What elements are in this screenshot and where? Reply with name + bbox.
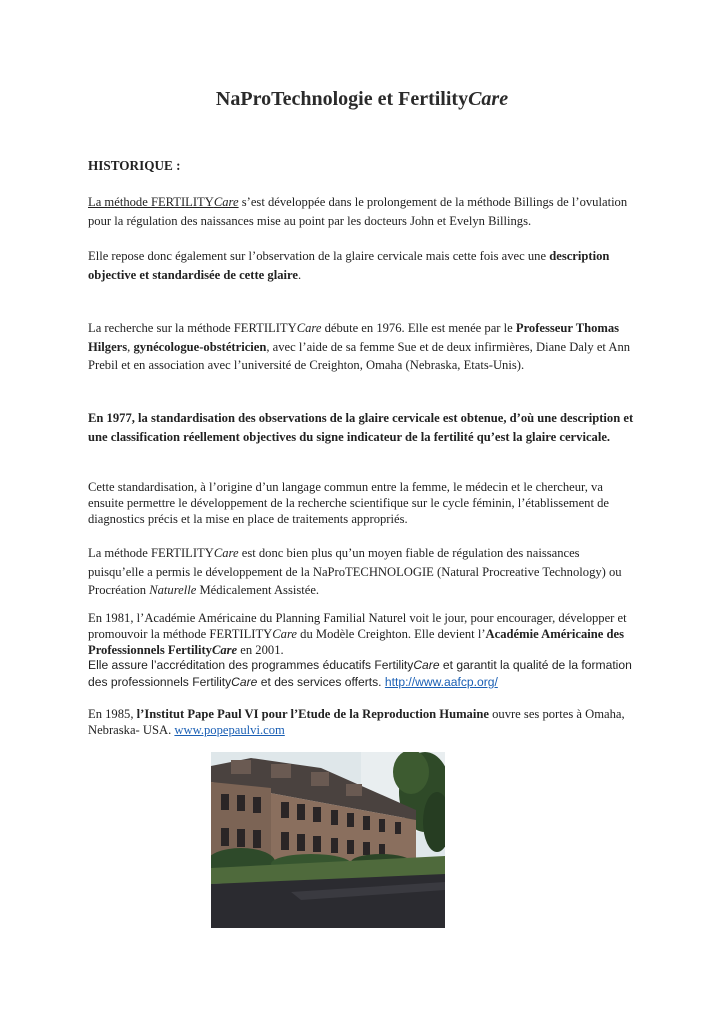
paragraph-1981: En 1981, l’Académie Américaine du Planning Familial Naturel voit le jour, pour encourager, développer et promouvoir la méthode FERTILITYCare du Modèle Creighton. Elle devient l’Académie Américaine des Professionnels FertilityCare en 2001. (88, 611, 627, 657)
section-heading: HISTORIQUE : (88, 158, 181, 173)
title-italic: Care (468, 88, 509, 110)
popepaulvi-link[interactable]: www.popepaulvi.com (174, 723, 285, 737)
title-text: NaProTechnologie et Fertility (215, 88, 469, 110)
paragraph-standardisation: Cette standardisation, à l’origine d’un langage commun entre la femme, le médecin et le chercheur, va ensuite permettre le développement de la recherche scientifique sur le cycle féminin, l’établissement de diagnostics précis et la mise en place de traitements appropriés. (88, 480, 610, 526)
page-title (88, 88, 636, 111)
paragraph-1977: En 1977, la standardisation des observations de la glaire cervicale est obtenue, d’où une description et une classification réellement objectives du signe indicateur de la fertilité qu’est la glaire cervicale. (88, 411, 634, 444)
paragraph-origin: La méthode FERTILITYCare s’est développée dans le prolongement de la méthode Billings de l’ovulation pour la régulation des naissances mise au point par les docteurs John et Evelyn Billings. (88, 195, 628, 228)
paragraph-1985: En 1985, l’Institut Pape Paul VI pour l’Etude de la Reproduction Humaine ouvre ses portes à Omaha, Nebraska- USA. www.popepaulvi.com (88, 707, 625, 737)
paragraph-naprotechnology: La méthode FERTILITYCare est donc bien plus qu’un moyen fiable de régulation des naissances puisqu’elle a permis le développement de la NaProTECHNOLOGIE (Natural Procreative Technology) ou Procréation Naturelle Médicalement Assistée. (88, 546, 622, 597)
paragraph-accreditation: Elle assure l’accréditation des programmes éducatifs FertilityCare et garantit la qualité de la formation des professionnels FertilityCare et des services offerts. http://www.aafcp.org/ (88, 658, 632, 689)
paragraph-observation: Elle repose donc également sur l’observation de la glaire cervicale mais cette fois avec une description objective et standardisée de cette glaire. (88, 249, 610, 282)
paragraph-research: La recherche sur la méthode FERTILITYCare débute en 1976. Elle est menée par le Professeur Thomas Hilgers, gynécologue-obstétricien, avec l’aide de sa femme Sue et de deux infirmières, Diane Daly et Ann Prebil et en association avec l’université de Creighton, Omaha (Nebraska, Etats-Unis). (88, 321, 631, 372)
method-link-text: La méthode FERTILITYCare (88, 195, 239, 209)
institute-building-photo (211, 752, 445, 928)
aafcp-link[interactable]: http://www.aafcp.org/ (384, 675, 498, 689)
